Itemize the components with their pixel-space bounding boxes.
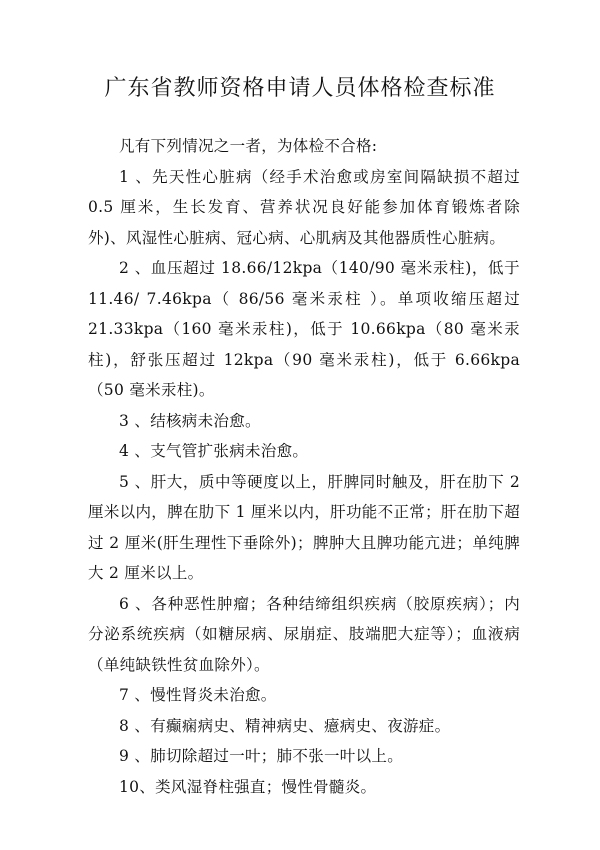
list-item: 6 、各种恶性肿瘤；各种结缔组织疾病（胶原疾病）；内分泌系统疾病（如糖尿病、尿崩症、肢端肥大症等）；血液病（单纯缺铁性贫血除外）。 [88, 594, 520, 674]
intro-paragraph: 凡有下列情况之一者，为体检不合格: [119, 137, 378, 155]
list-item: 10、类风湿脊柱强直；慢性骨髓炎。 [119, 777, 377, 796]
list-item: 3 、结核病未治愈。 [119, 411, 261, 430]
list-item: 5 、肝大，质中等硬度以上，肝脾同时触及，肝在肋下 2 厘米以内，脾在肋下 1 厘米以内，肝功能不正常；肝在肋下超过 2 厘米(肝生理性下垂除外)；脾肿大且脾功能亢进；单纯脾大 2 厘米以上。 [88, 472, 520, 582]
list-item: 2 、血压超过 18.66/12kpa（140/90 毫米汞柱)，低于 11.46/ 7.46kpa（ 86/56 毫米汞柱 ）。单项收缩压超过 21.33kpa（160 毫米汞柱)，低于 10.66kpa（80 毫米汞柱)，舒张压超过 12kpa（90 毫米汞柱)，低于 6.66kpa（50 毫米汞柱)。 [88, 259, 520, 399]
list-item: 1 、先天性心脏病（经手术治愈或房室间隔缺损不超过 0.5 厘米，生长发育、营养状况良好能参加体育锻炼者除外)、风湿性心脏病、冠心病、心肌病及其他器质性心脏病。 [88, 167, 520, 247]
list-item: 7 、慢性肾炎未治愈。 [119, 686, 277, 704]
document-body [88, 131, 520, 802]
list-item: 8 、有癫痫病史、精神病史、癔病史、夜游症。 [119, 716, 451, 735]
list-item: 4 、支气管扩张病未治愈。 [119, 442, 309, 460]
list-item: 9 、肺切除超过一叶；肺不张一叶以上。 [119, 747, 403, 765]
page-title: 广东省教师资格申请人员体格检查标准 [104, 76, 496, 101]
